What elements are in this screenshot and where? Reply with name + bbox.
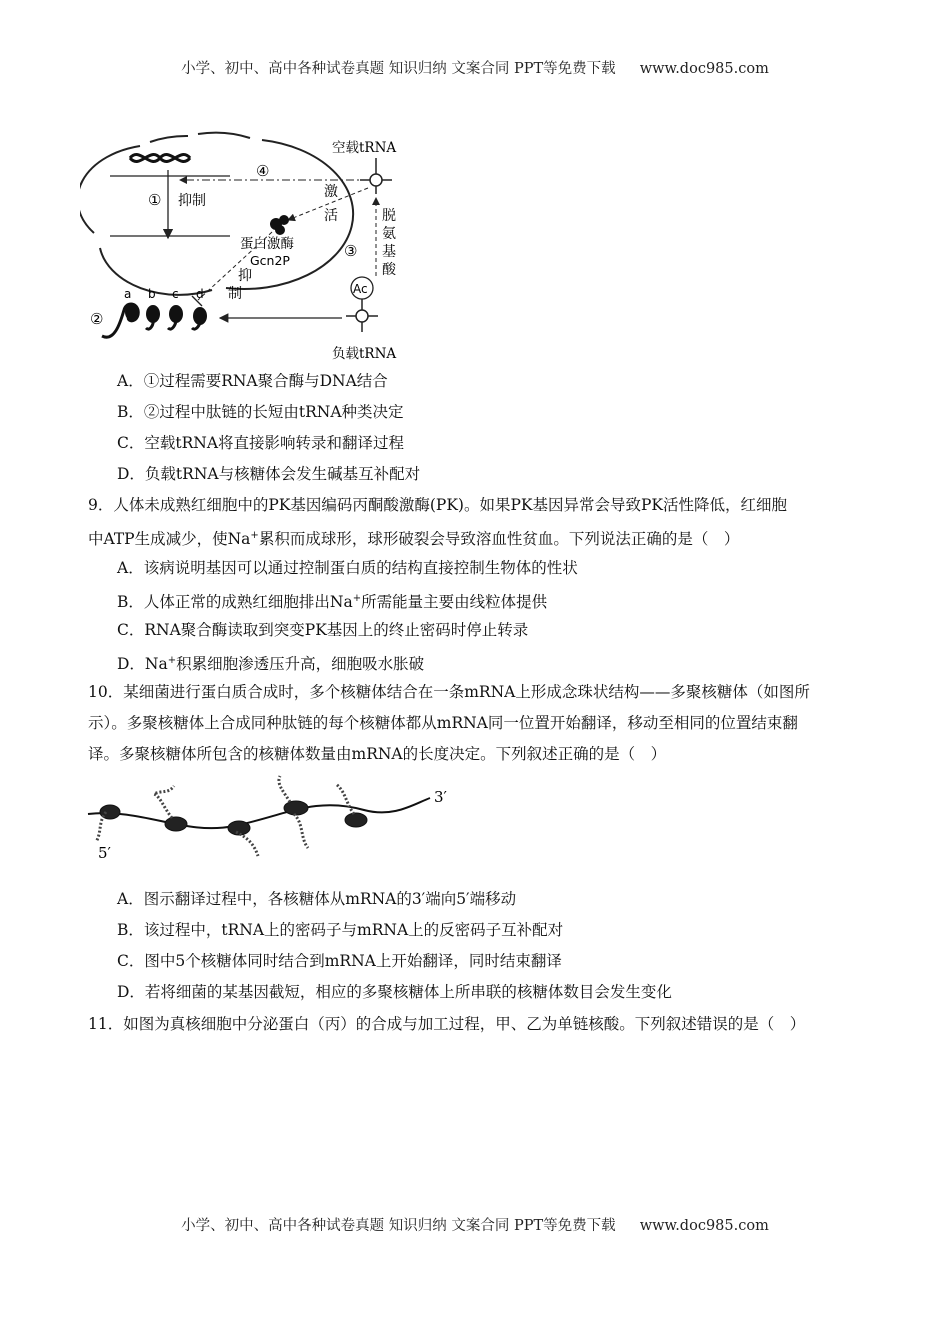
q8-option-d: D．负载tRNA与核糖体会发生碱基互补配对 bbox=[117, 465, 421, 483]
q9-stem-line1: 9．人体未成熟红细胞中的PK基因编码丙酮酸激酶(PK)。如果PK基因异常会导致PK活性降低，红细胞 bbox=[88, 496, 787, 514]
nucleus bbox=[80, 133, 353, 295]
dna-helix bbox=[130, 155, 190, 162]
q10-stem-line1: 10．某细菌进行蛋白质合成时，多个核糖体结合在一条mRNA上形成念珠状结构——多聚核糖体（如图所 bbox=[88, 683, 810, 701]
ac-label: Ac bbox=[353, 282, 368, 296]
q10-stem-line3: 译。多聚核糖体所包含的核糖体数量由mRNA的长度决定。下列叙述正确的是（ ） bbox=[88, 745, 667, 763]
ribosome-b: b bbox=[148, 287, 156, 301]
deacyl-char-2: 氨 bbox=[382, 226, 396, 242]
deacyl-char-4: 酸 bbox=[382, 262, 396, 278]
q9-option-b: B．人体正常的成熟红细胞排出Na+所需能量主要由线粒体提供 bbox=[117, 593, 548, 612]
q9-option-c: C．RNA聚合酶读取到突变PK基因上的终止密码时停止转录 bbox=[117, 621, 529, 639]
ribosome-d: d bbox=[196, 287, 204, 301]
q9-option-a: A．该病说明基因可以通过控制蛋白质的结构直接控制生物体的性状 bbox=[117, 559, 578, 577]
q9-stem-line2: 中ATP生成减少，使Na+累积而成球形，球形破裂会导致溶血性贫血。下列说法正确的是（ ） bbox=[88, 530, 740, 549]
mrna-5-prime-label: 5′ bbox=[98, 844, 111, 862]
empty-trna-icon bbox=[360, 158, 392, 194]
ribosomes bbox=[102, 303, 207, 337]
gcn2p-label: Gcn2P bbox=[250, 253, 290, 268]
ribosome-c: c bbox=[172, 287, 179, 301]
q10-option-c: C．图中5个核糖体同时结合到mRNA上开始翻译，同时结束翻译 bbox=[117, 952, 562, 970]
q10-stem-line2: 示）。多聚核糖体上合成同种肽链的每个核糖体都从mRNA同一位置开始翻译，移动至相同的位置结束翻 bbox=[88, 714, 798, 732]
q8-option-b: B．②过程中肽链的长短由tRNA种类决定 bbox=[117, 403, 404, 421]
q10-option-b: B．该过程中，tRNA上的密码子与mRNA上的反密码子互补配对 bbox=[117, 921, 564, 939]
footer-text: 小学、初中、高中各种试卷真题 知识归纳 文案合同 PPT等免费下载 bbox=[181, 1218, 616, 1234]
figure-gcn2p-regulation bbox=[80, 128, 420, 368]
mrna-3-prime-label: 3′ bbox=[434, 788, 447, 806]
deacyl-char-1: 脱 bbox=[382, 208, 396, 224]
step-1-label: ① bbox=[148, 191, 162, 209]
kinase-gcn2p-icon bbox=[270, 215, 289, 235]
step-2-label: ② bbox=[90, 310, 104, 328]
inhibit2-char-1: 抑 bbox=[238, 268, 252, 284]
q8-option-a: A．①过程需要RNA聚合酶与DNA结合 bbox=[117, 372, 388, 390]
page-footer bbox=[0, 1214, 950, 1235]
step-3-label: ③ bbox=[344, 242, 358, 260]
footer-url[interactable]: www.doc985.com bbox=[639, 1218, 769, 1234]
mrna-strand bbox=[88, 798, 430, 828]
loaded-trna-icon bbox=[346, 299, 378, 332]
activate-char-1: 激 bbox=[324, 184, 338, 200]
empty-trna-label: 空载tRNA bbox=[332, 140, 397, 156]
loaded-trna-label: 负载tRNA bbox=[332, 346, 397, 362]
page-header bbox=[0, 57, 950, 78]
inhibit2-char-2: 制 bbox=[228, 286, 242, 302]
ribosome-a: a bbox=[124, 287, 132, 301]
q10-option-a: A．图示翻译过程中，各核糖体从mRNA的3′端向5′端移动 bbox=[117, 890, 517, 908]
q9-option-d: D．Na+积累细胞渗透压升高，细胞吸水胀破 bbox=[117, 655, 425, 674]
q10-option-d: D．若将细菌的某基因截短，相应的多聚核糖体上所串联的核糖体数目会发生变化 bbox=[117, 983, 672, 1001]
q8-option-c: C．空载tRNA将直接影响转录和翻译过程 bbox=[117, 434, 405, 452]
inhibit-label: 抑制 bbox=[178, 193, 206, 209]
kinase-label: 蛋白激酶 bbox=[240, 236, 294, 252]
q11-stem-line1: 11．如图为真核细胞中分泌蛋白（丙）的合成与加工过程，甲、乙为单链核酸。下列叙述错误的是（ ） bbox=[88, 1015, 806, 1033]
step-4-label: ④ bbox=[256, 162, 270, 180]
deacyl-char-3: 基 bbox=[382, 244, 396, 260]
activate-char-2: 活 bbox=[324, 208, 338, 224]
figure-polyribosome bbox=[84, 772, 464, 864]
header-text: 小学、初中、高中各种试卷真题 知识归纳 文案合同 PPT等免费下载 bbox=[181, 61, 616, 77]
header-url[interactable]: www.doc985.com bbox=[639, 61, 769, 77]
